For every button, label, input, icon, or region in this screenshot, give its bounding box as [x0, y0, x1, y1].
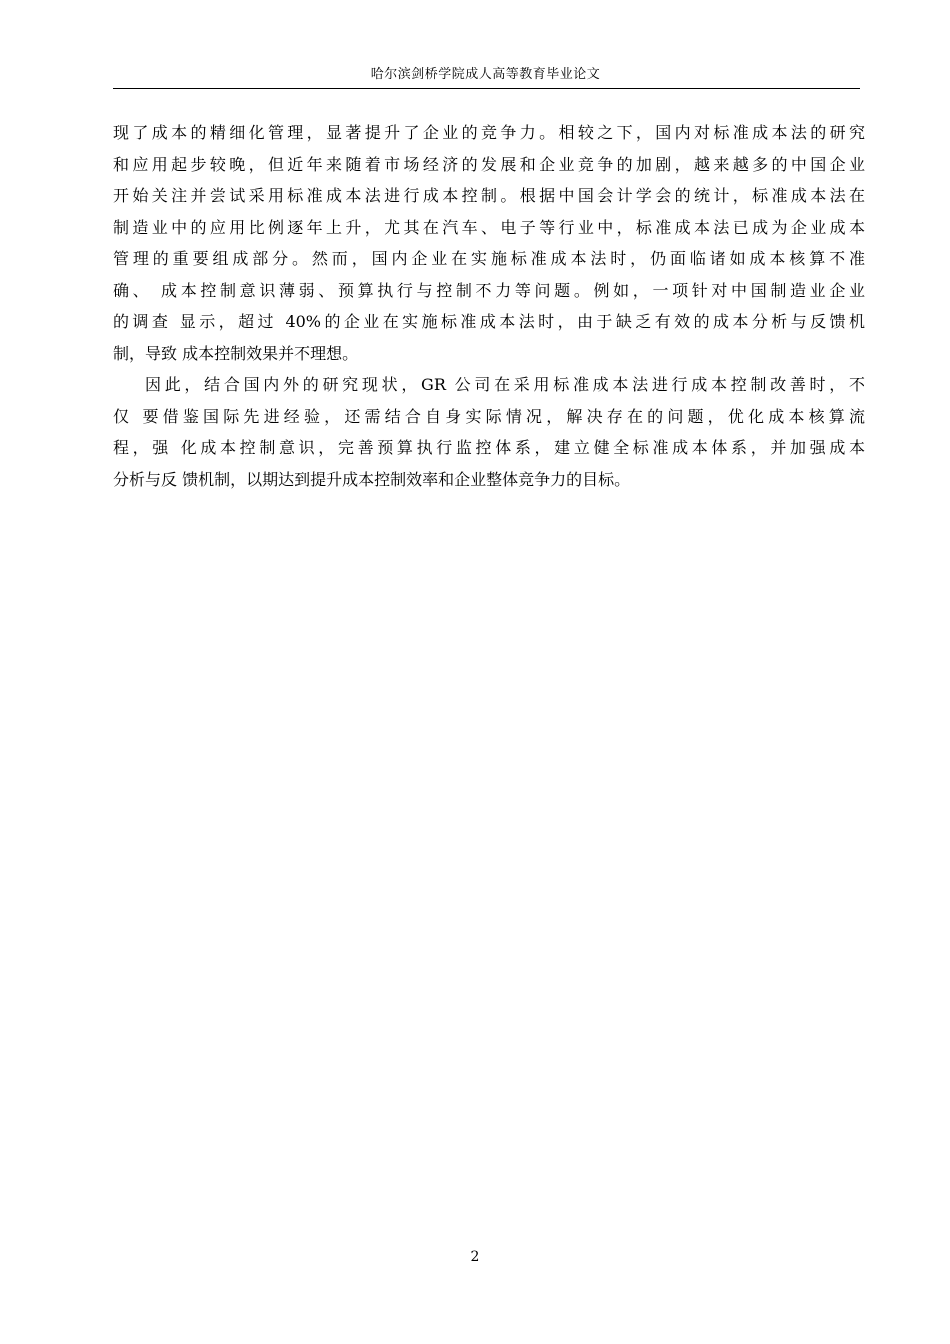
page-number: 2 [470, 1249, 480, 1265]
text-line: 分析与反 馈机制，以期达到提升成本控制效率和企业整体竞争力的目标。 [113, 469, 631, 489]
page-header-title: 哈尔滨剑桥学院成人高等教育毕业论文 [370, 67, 601, 82]
text-line: 因此，结合国内外的研究现状，GR 公司在采用标准成本法进行成本控制改善时，不 [145, 375, 865, 394]
paragraph-2 [113, 369, 865, 495]
text-line: 和应用起步较晚，但近年来随着市场经济的发展和企业竞争的加剧，越来越多的中国企业 [113, 154, 865, 174]
text-line: 确、 成本控制意识薄弱、预算执行与控制不力等问题。例如，一项针对中国制造业企业 [113, 280, 865, 300]
text-line: 制，导致 成本控制效果并不理想。 [113, 343, 359, 363]
paragraph-1 [113, 117, 865, 369]
text-line: 的调查 显示，超过 40%的企业在实施标准成本法时，由于缺乏有效的成本分析与反馈机 [113, 312, 865, 331]
text-line: 现了成本的精细化管理，显著提升了企业的竞争力。相较之下，国内对标准成本法的研究 [113, 123, 865, 142]
text-line: 制造业中的应用比例逐年上升，尤其在汽车、电子等行业中，标准成本法已成为企业成本 [113, 217, 865, 237]
main-text [113, 117, 865, 495]
text-line: 开始关注并尝试采用标准成本法进行成本控制。根据中国会计学会的统计，标准成本法在 [113, 186, 865, 205]
header-divider [113, 88, 860, 89]
text-line: 程，强 化成本控制意识，完善预算执行监控体系，建立健全标准成本体系，并加强成本 [113, 438, 865, 457]
text-line: 仅 要借鉴国际先进经验，还需结合自身实际情况，解决存在的问题，优化成本核算流 [113, 406, 865, 426]
text-line: 管理的重要组成部分。然而，国内企业在实施标准成本法时，仍面临诸如成本核算不准 [113, 249, 865, 268]
